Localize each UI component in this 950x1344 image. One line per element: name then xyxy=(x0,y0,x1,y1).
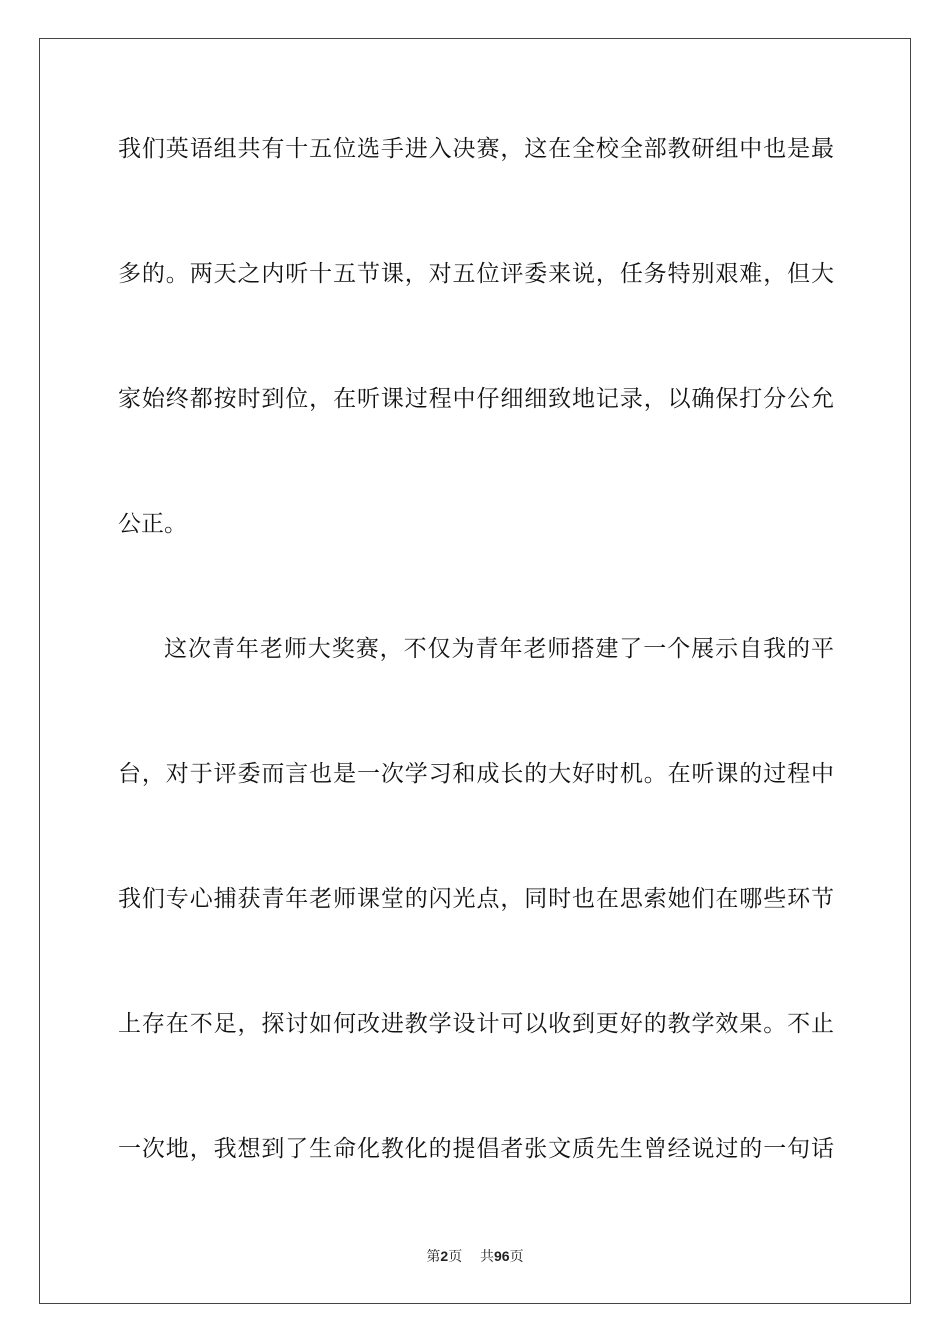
page-label-suffix: 页 xyxy=(448,1249,463,1265)
text-line: 多的。两天之内听十五节课，对五位评委来说，任务特别艰难，但大 xyxy=(118,261,834,287)
page-footer xyxy=(0,1246,950,1267)
total-label-prefix: 共 xyxy=(480,1249,495,1265)
page-label-prefix: 第 xyxy=(426,1249,441,1265)
text-line: 家始终都按时到位，在听课过程中仔细细致地记录，以确保打分公允 xyxy=(118,386,834,412)
page-number: 2 xyxy=(440,1248,449,1264)
text-line: 一次地，我想到了生命化教化的提倡者张文质先生曾经说过的一句话 xyxy=(118,1136,834,1162)
total-label-suffix: 页 xyxy=(509,1249,524,1265)
page-border xyxy=(39,38,911,1304)
text-line: 台，对于评委而言也是一次学习和成长的大好时机。在听课的过程中 xyxy=(118,761,834,787)
text-line: 我们英语组共有十五位选手进入决赛，这在全校全部教研组中也是最 xyxy=(118,136,834,162)
text-line: 上存在不足，探讨如何改进教学设计可以收到更好的教学效果。不止 xyxy=(118,1011,834,1037)
text-line: 公正。 xyxy=(118,511,187,537)
text-line-indented: 这次青年老师大奖赛，不仅为青年老师搭建了一个展示自我的平 xyxy=(164,636,834,662)
text-line: 我们专心捕获青年老师课堂的闪光点，同时也在思索她们在哪些环节 xyxy=(118,886,834,912)
total-pages: 96 xyxy=(494,1248,510,1264)
